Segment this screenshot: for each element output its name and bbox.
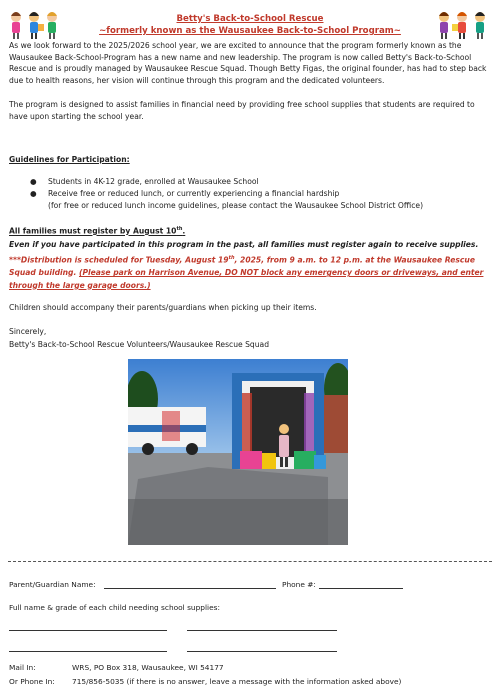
parking-note: (Please park on Harrison Avenue, DO NOT block any emergency doors or driveways, and enter through the large garage doors.) (9, 268, 484, 290)
guideline-note: (for free or reduced lunch income guidelines, please contact the Wausaukee School District Office) (48, 201, 424, 210)
list-item (28, 188, 488, 200)
guideline-text: Receive free or reduced lunch, or currently experiencing a financial hardship (48, 189, 340, 198)
flyer-title: Betty's Back-to-School Rescue (176, 14, 324, 24)
child-entry-field[interactable] (9, 651, 167, 652)
kids-clipart-left (6, 8, 62, 40)
intro-paragraph: As we look forward to the 2025/2026 school year, we are excited to announce that the program formerly known as the Wausaukee Back-School-Program has a new name and new leadership. The program is now called Betty's Back-to-School Rescue and is proudly managed by Wausaukee Rescue Squad. Though Betty Figas, the original founder, has had to step back due to health reasons, her vision will continue through this program and the dedicated volunteers. (9, 41, 487, 85)
list-item (28, 176, 488, 188)
phone-in-label: Or Phone In: (9, 677, 55, 686)
mail-in-address: WRS, PO Box 318, Wausaukee, WI 54177 (72, 663, 224, 672)
child-entry-field[interactable] (187, 651, 337, 652)
children-note: Children should accompany their parents/guardians when picking up their items. (9, 303, 317, 312)
kids-clipart-right (434, 8, 490, 40)
guidelines-list (28, 176, 488, 212)
phone-field[interactable] (319, 588, 403, 589)
cut-line-divider (8, 561, 492, 562)
sincerely: Sincerely, (9, 327, 47, 336)
parent-name-field[interactable] (104, 588, 276, 589)
phone-in-number: 715/856-5035 (if there is no answer, leave a message with the information asked above) (72, 677, 402, 686)
phone-label: Phone #: (282, 580, 316, 589)
register-deadline: All families must register by August 10th. (9, 226, 186, 236)
child-entry-field[interactable] (187, 630, 337, 631)
distribution-notice: ***Distribution is scheduled for Tuesday, August 19th, 2025, from 9 a.m. to 12 p.m. at the Wausaukee Rescue Squad building. (Please park on Harrison Avenue, DO NOT block any emergency doors or driveways, and enter through the large garage doors.) (9, 255, 484, 290)
register-again-notice: Even if you have participated in this program in the past, all families must register again to receive supplies. (9, 240, 479, 249)
purpose-paragraph: The program is designed to assist families in financial need by providing free school supplies that students are required to have upon starting the school year. (9, 100, 475, 121)
guidelines-heading: Guidelines for Participation: (9, 155, 130, 164)
parent-name-label: Parent/Guardian Name: (9, 580, 96, 589)
child-entry-field[interactable] (9, 630, 167, 631)
mail-in-label: Mail In: (9, 663, 36, 672)
bullet-icon: ● (30, 177, 37, 186)
ambulance-photo (128, 359, 348, 545)
flyer-subtitle: ~formerly known as the Wausaukee Back-to-School Program~ (99, 26, 401, 36)
signoff: Betty's Back-to-School Rescue Volunteers/Wausaukee Rescue Squad (9, 340, 270, 349)
bullet-icon: ● (30, 189, 37, 198)
children-list-label: Full name & grade of each child needing school supplies: (9, 603, 220, 612)
guideline-text: Students in 4K-12 grade, enrolled at Wausaukee School (48, 177, 259, 186)
